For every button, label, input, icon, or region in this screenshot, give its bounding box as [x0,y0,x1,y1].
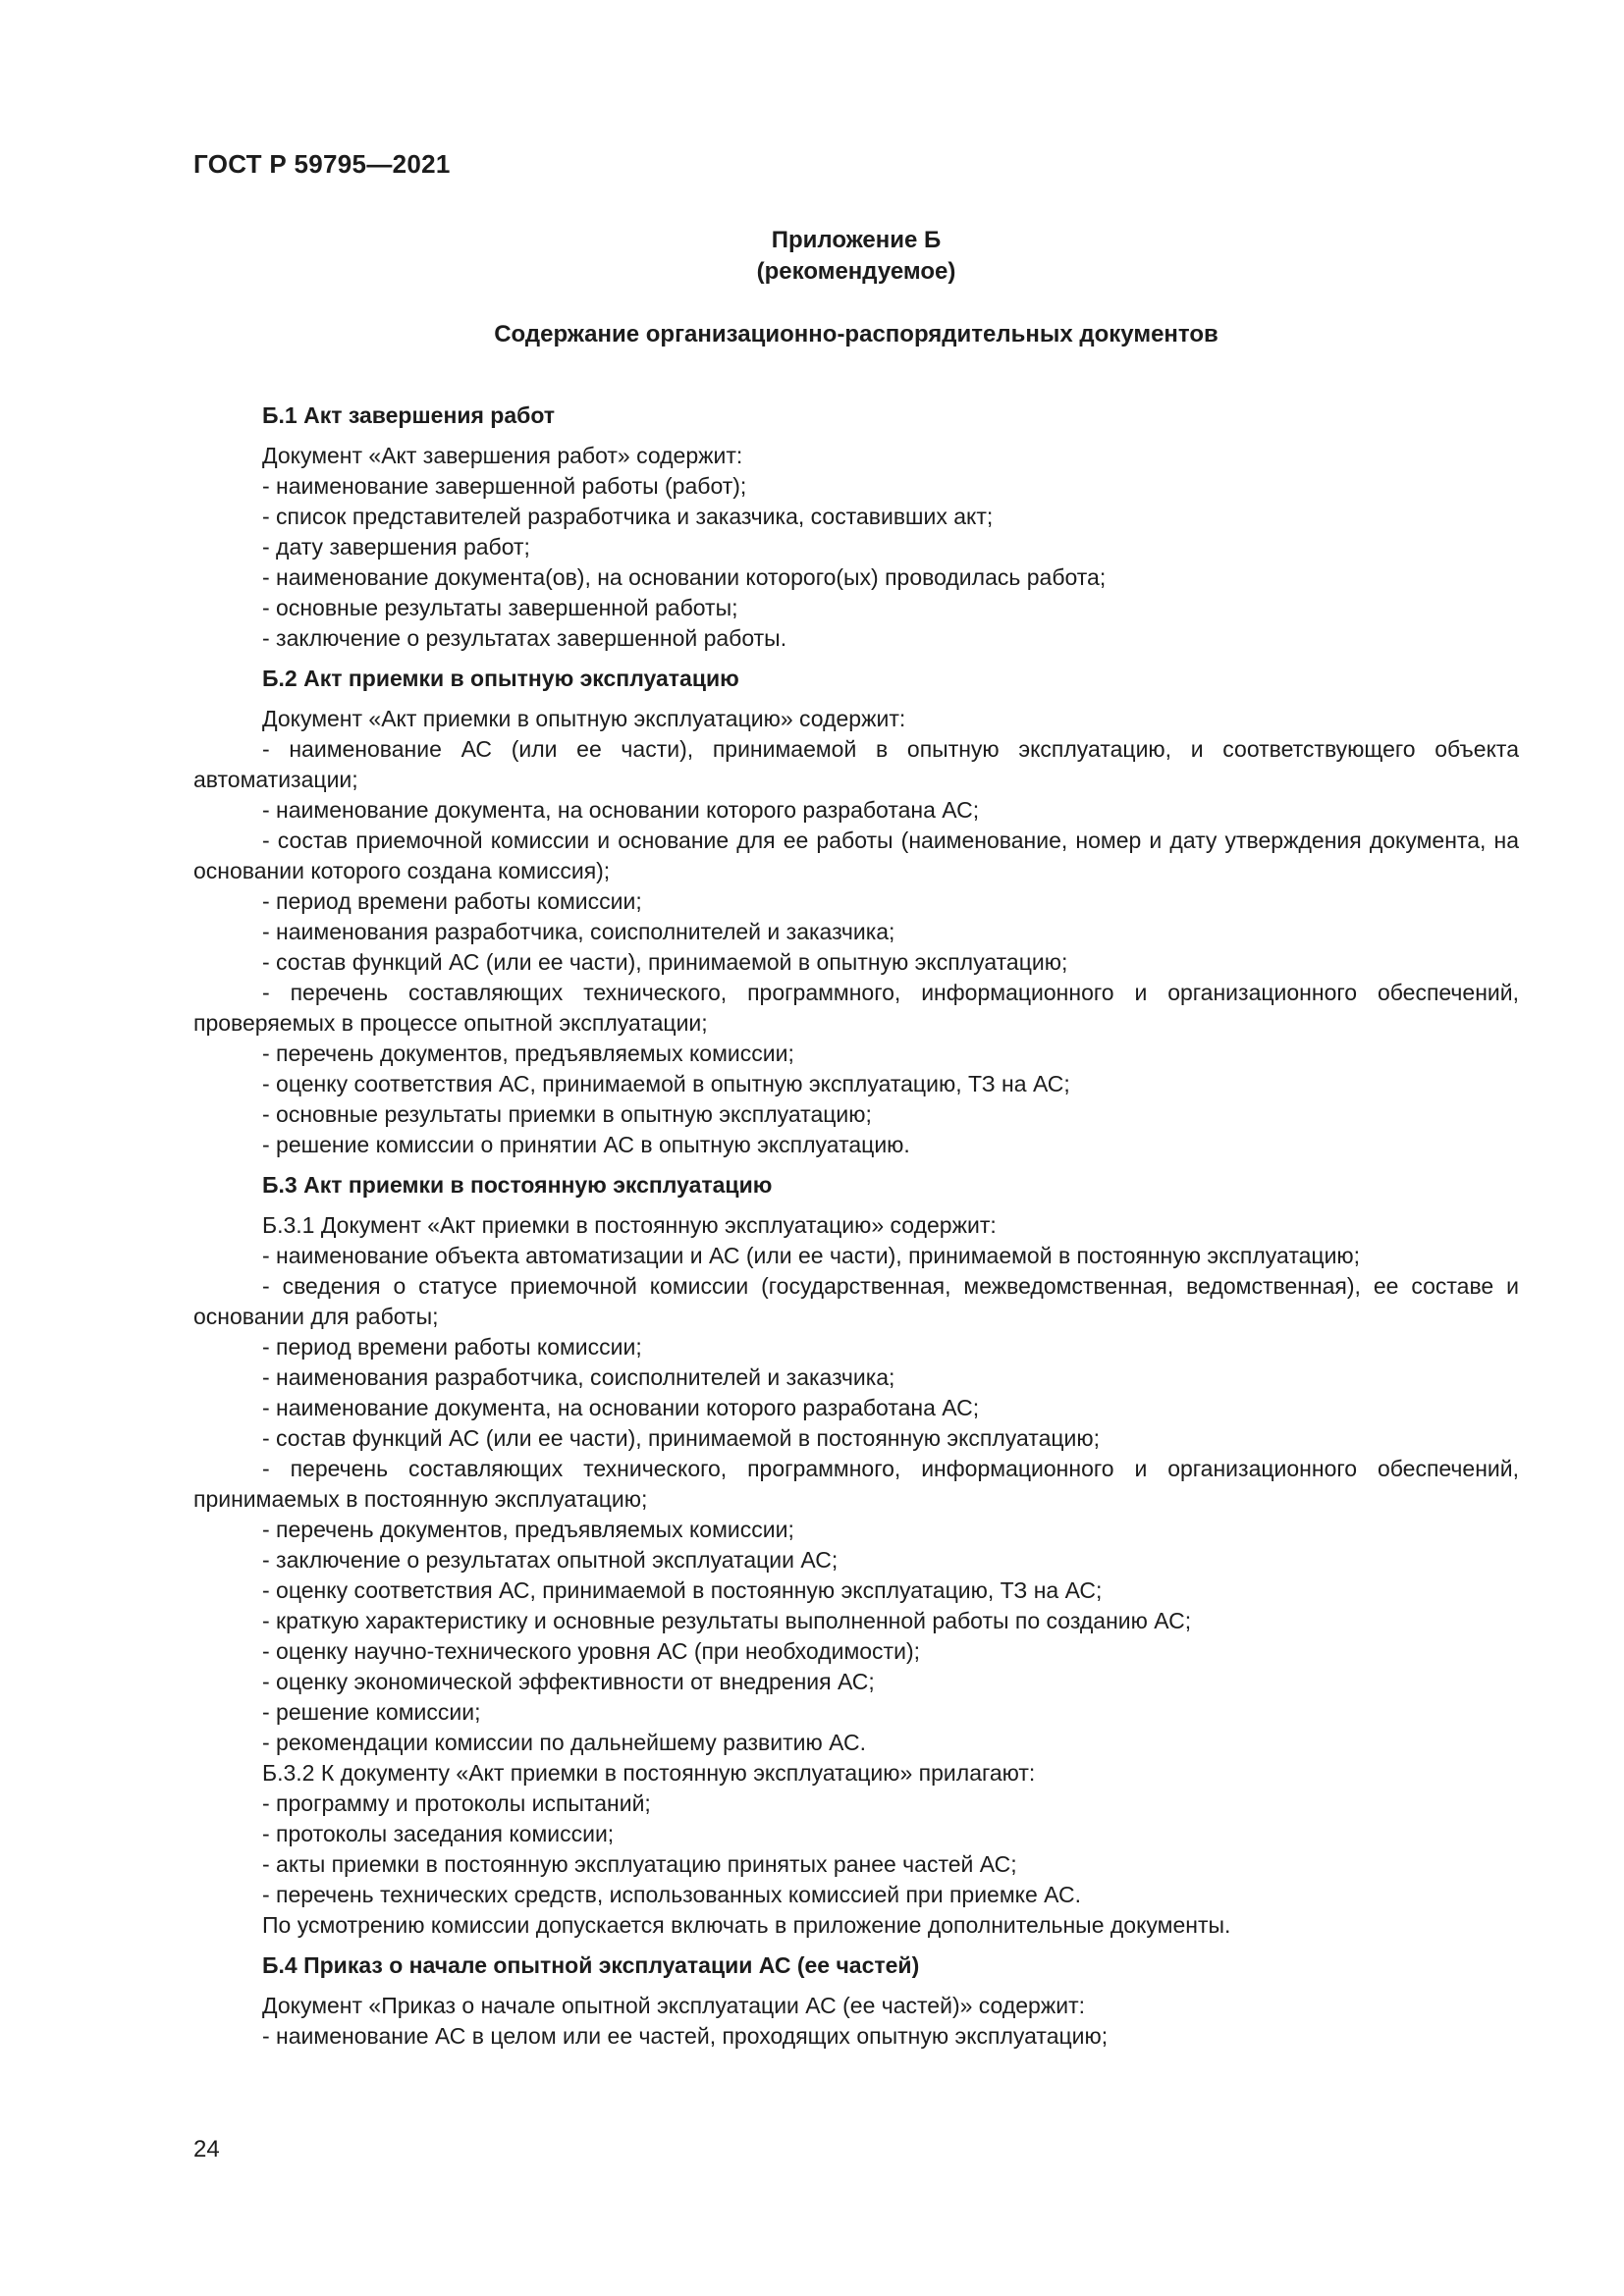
b3-line: - состав функций АС (или ее части), принимаемой в постоянную эксплуатацию; [262,1425,1101,1451]
b3-line: - сведения о статусе приемочной комиссии (государственная, межведомственная, ведомственная), ее составе и основании для работы; [193,1273,1519,1329]
b3-line: - протоколы заседания комиссии; [262,1821,615,1846]
appendix-subtitle: (рекомендуемое) [756,258,956,285]
b3-line: Б.3.2 К документу «Акт приемки в постоянную эксплуатацию» прилагают: [262,1760,1036,1786]
document-body [193,393,1519,2052]
section-b4-body [193,1991,1519,2052]
section-heading-b3: Б.3 Акт приемки в постоянную эксплуатацию [262,1172,773,1198]
b2-line: - период времени работы комиссии; [262,888,642,914]
b3-line: - решение комиссии; [262,1699,481,1725]
b3-line: - заключение о результатах опытной эксплуатации АС; [262,1547,839,1573]
document-title: Содержание организационно-распорядительных документов [494,321,1218,347]
b2-line: - состав приемочной комиссии и основание для ее работы (наименование, номер и дату утверждения документа, на основании которого создана комиссия); [193,828,1519,883]
standard-code: ГОСТ Р 59795—2021 [193,149,451,179]
b2-line: - оценку соответствия АС, принимаемой в опытную эксплуатацию, ТЗ на АС; [262,1071,1070,1096]
b3-line: - наименования разработчика, соисполнителей и заказчика; [262,1364,895,1390]
b3-line: - программу и протоколы испытаний; [262,1790,651,1816]
b3-line: - оценку научно-технического уровня АС (при необходимости); [262,1638,920,1664]
b1-line: - дату завершения работ; [262,534,530,560]
appendix-title: Приложение Б [771,227,942,253]
section-heading-b2: Б.2 Акт приемки в опытную эксплуатацию [262,666,739,691]
b3-line: - наименование объекта автоматизации и АС (или ее части), принимаемой в постоянную эксплуатацию; [262,1243,1361,1268]
b3-line: - перечень технических средств, использованных комиссией при приемке АС. [262,1882,1081,1907]
b3-line: - наименование документа, на основании которого разработана АС; [262,1395,980,1420]
b4-line: Документ «Приказ о начале опытной эксплуатации АС (ее частей)» содержит: [262,1993,1085,2018]
b2-line: Документ «Акт приемки в опытную эксплуатацию» содержит: [262,706,906,731]
b3-line: - рекомендации комиссии по дальнейшему развитию АС. [262,1730,866,1755]
b3-line: Б.3.1 Документ «Акт приемки в постоянную эксплуатацию» содержит: [262,1212,997,1238]
b3-line: - акты приемки в постоянную эксплуатацию принятых ранее частей АС; [262,1851,1017,1877]
b1-line: - список представителей разработчика и заказчика, составивших акт; [262,504,994,529]
section-b3-body [193,1210,1519,1941]
b2-line: - состав функций АС (или ее части), принимаемой в опытную эксплуатацию; [262,949,1068,975]
b3-line: - перечень документов, предъявляемых комиссии; [262,1517,794,1542]
section-b2-body [193,704,1519,1160]
b2-line: - решение комиссии о принятии АС в опытную эксплуатацию. [262,1132,910,1157]
b3-line: - период времени работы комиссии; [262,1334,642,1360]
b1-line: - наименование документа(ов), на основании которого(ых) проводилась работа; [262,564,1107,590]
section-heading-b1: Б.1 Акт завершения работ [262,402,556,428]
b4-line: - наименование АС в целом или ее частей, проходящих опытную эксплуатацию; [262,2023,1109,2049]
b2-line: - наименование АС (или ее части), принимаемой в опытную эксплуатацию, и соответствующего объекта автоматизации; [193,736,1519,792]
b1-line: - основные результаты завершенной работы; [262,595,738,620]
b1-line: - заключение о результатах завершенной работы. [262,625,787,651]
section-b1-body [193,441,1519,654]
b2-line: - наименования разработчика, соисполнителей и заказчика; [262,919,895,944]
b3-line: - перечень составляющих технического, программного, информационного и организационного обеспечений, принимаемых в постоянную эксплуатацию; [193,1456,1519,1512]
section-heading-b4: Б.4 Приказ о начале опытной эксплуатации АС (ее частей) [262,1952,920,1978]
b3-line: - оценку экономической эффективности от внедрения АС; [262,1669,875,1694]
b3-line: По усмотрению комиссии допускается включать в приложение дополнительные документы. [262,1912,1231,1938]
page-number: 24 [193,2136,220,2163]
b2-line: - перечень документов, предъявляемых комиссии; [262,1041,794,1066]
b2-line: - наименование документа, на основании которого разработана АС; [262,797,980,823]
b1-line: - наименование завершенной работы (работ); [262,473,747,499]
b1-line: Документ «Акт завершения работ» содержит: [262,443,743,468]
b2-line: - перечень составляющих технического, программного, информационного и организационного обеспечений, проверяемых в процессе опытной эксплуатации; [193,980,1519,1036]
b2-line: - основные результаты приемки в опытную эксплуатацию; [262,1101,872,1127]
b3-line: - краткую характеристику и основные результаты выполненной работы по созданию АС; [262,1608,1192,1633]
b3-line: - оценку соответствия АС, принимаемой в постоянную эксплуатацию, ТЗ на АС; [262,1577,1103,1603]
